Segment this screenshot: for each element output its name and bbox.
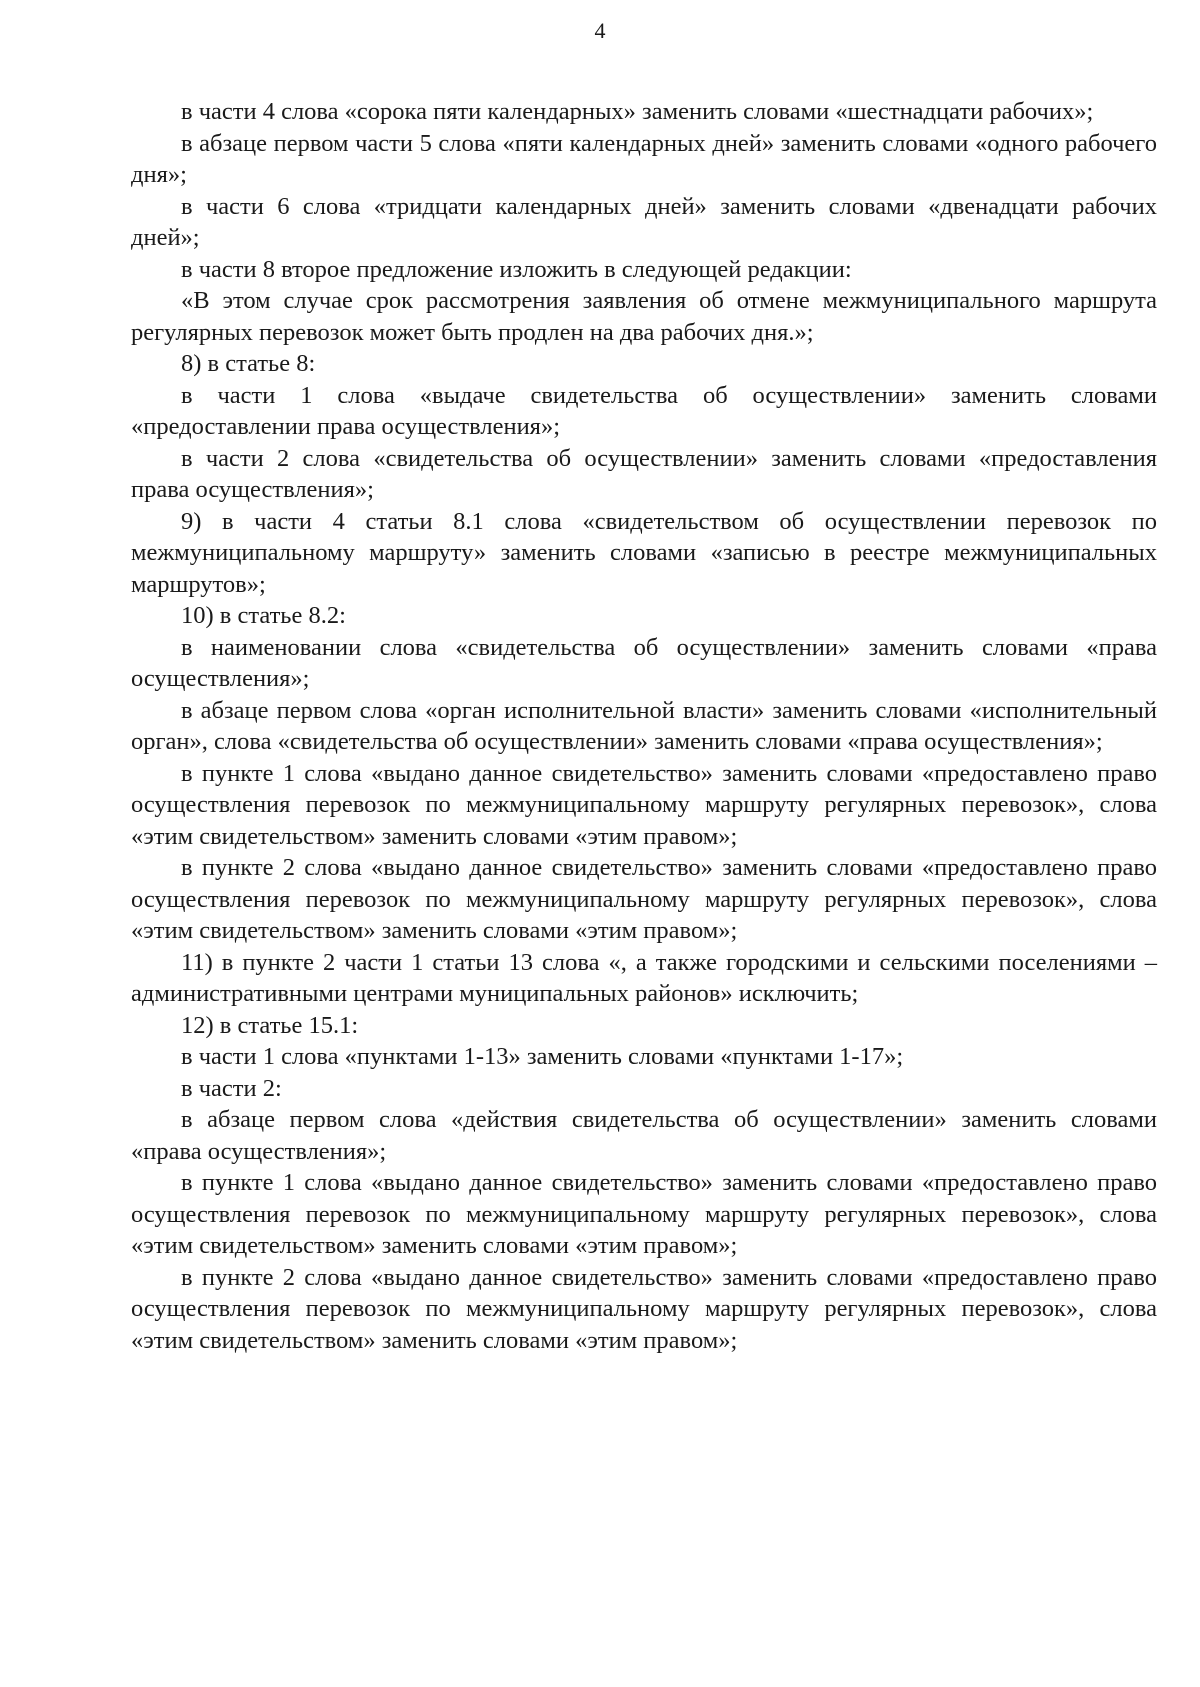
paragraph: в части 2: bbox=[181, 1074, 282, 1102]
paragraph: в абзаце первом части 5 слова «пяти календарных дней» заменить словами «одного рабочего дня»; bbox=[131, 129, 1157, 188]
paragraph: 11) в пункте 2 части 1 статьи 13 слова «, а также городскими и сельскими поселениями – административными центрами муниципальных районов» исключить; bbox=[131, 948, 1157, 1007]
paragraph: 9) в части 4 статьи 8.1 слова «свидетельством об осуществлении перевозок по межмуниципальному маршруту» заменить словами «записью в реестре межмуниципальных маршрутов»; bbox=[131, 507, 1157, 598]
paragraph: 10) в статье 8.2: bbox=[181, 602, 346, 629]
paragraph: в части 1 слова «выдаче свидетельства об осуществлении» заменить словами «предоставлении права осуществления»; bbox=[131, 381, 1157, 440]
paragraph: в пункте 1 слова «выдано данное свидетельство» заменить словами «предоставлено право осуществления перевозок по межмуниципальному маршруту регулярных перевозок», слова «этим свидетельством» заменить словами «этим правом»; bbox=[131, 1169, 1157, 1259]
paragraph: в пункте 2 слова «выдано данное свидетельство» заменить словами «предоставлено право осуществления перевозок по межмуниципальному маршруту регулярных перевозок», слова «этим свидетельством» заменить словами «этим правом»; bbox=[131, 1263, 1157, 1354]
paragraph: 8) в статье 8: bbox=[181, 350, 316, 377]
paragraph: в части 4 слова «сорока пяти календарных» заменить словами «шестнадцати рабочих»; bbox=[181, 98, 1094, 125]
paragraph: в пункте 1 слова «выдано данное свидетельство» заменить словами «предоставлено право осуществления перевозок по межмуниципальному маршруту регулярных перевозок», слова «этим свидетельством» заменить словами «этим правом»; bbox=[131, 759, 1157, 850]
paragraph: 12) в статье 15.1: bbox=[181, 1011, 359, 1039]
paragraph: в части 8 второе предложение изложить в следующей редакции: bbox=[181, 255, 852, 283]
document-body bbox=[131, 96, 1157, 1356]
paragraph: в части 1 слова «пунктами 1-13» заменить словами «пунктами 1-17»; bbox=[181, 1043, 904, 1070]
paragraph: в абзаце первом слова «орган исполнительной власти» заменить словами «исполнительный орган», слова «свидетельства об осуществлении» заменить словами «права осуществления»; bbox=[131, 696, 1157, 755]
paragraph: в пункте 2 слова «выдано данное свидетельство» заменить словами «предоставлено право осуществления перевозок по межмуниципальному маршруту регулярных перевозок», слова «этим свидетельством» заменить словами «этим правом»; bbox=[131, 854, 1157, 944]
paragraph: в части 6 слова «тридцати календарных дней» заменить словами «двенадцати рабочих дней»; bbox=[131, 192, 1157, 251]
paragraph: в части 2 слова «свидетельства об осуществлении» заменить словами «предоставления права осуществления»; bbox=[131, 444, 1157, 503]
paragraph: «В этом случае срок рассмотрения заявления об отмене межмуниципального маршрута регулярных перевозок может быть продлен на два рабочих дня.»; bbox=[131, 287, 1157, 346]
paragraph: в наименовании слова «свидетельства об осуществлении» заменить словами «права осуществления»; bbox=[131, 633, 1157, 692]
paragraph: в абзаце первом слова «действия свидетельства об осуществлении» заменить словами «права осуществления»; bbox=[131, 1106, 1157, 1165]
page-number: 4 bbox=[594, 18, 606, 43]
